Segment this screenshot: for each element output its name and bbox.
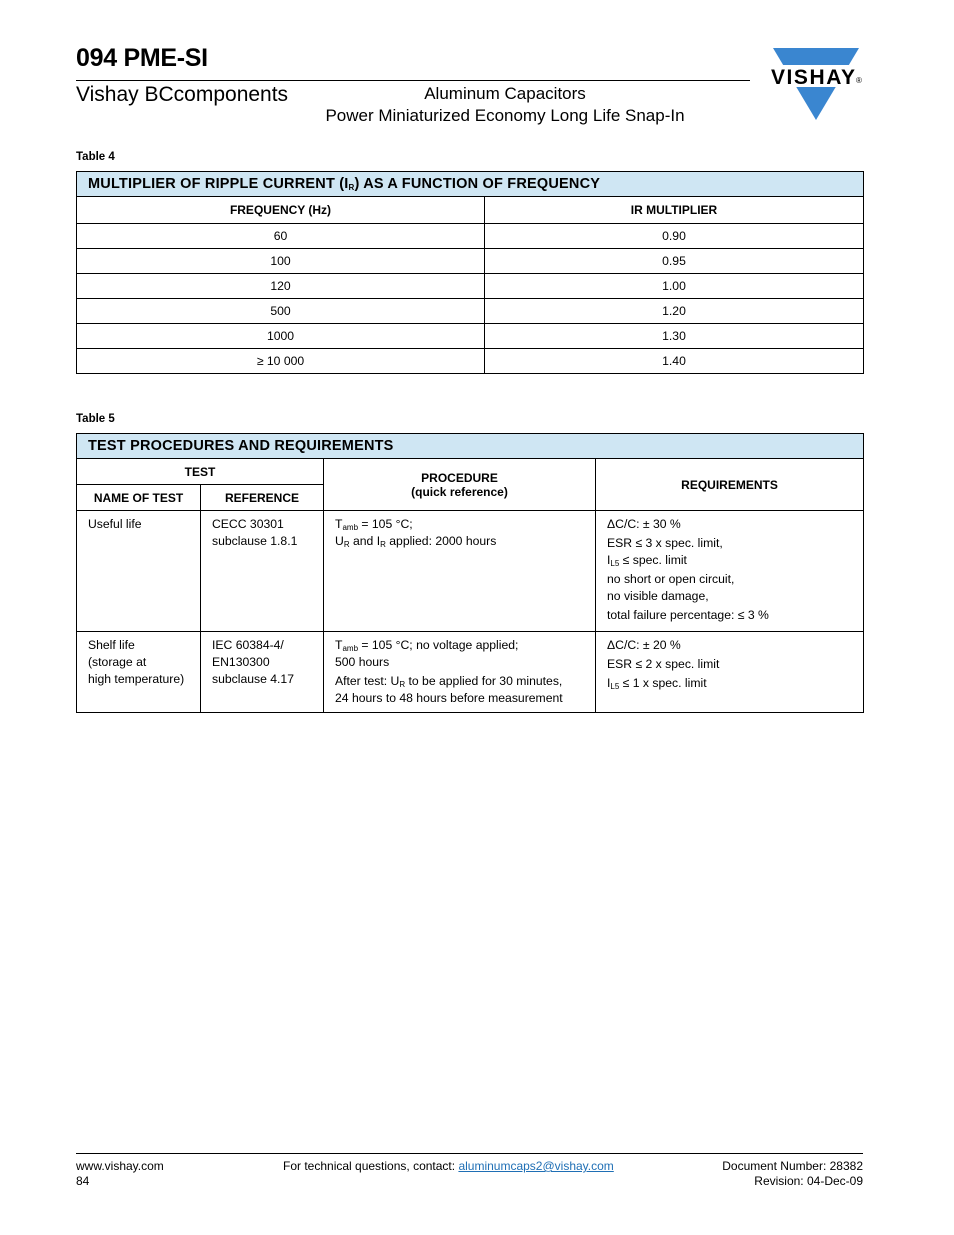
document-number: Document Number: 28382	[722, 1159, 863, 1173]
vishay-logo	[768, 46, 864, 122]
frequency-cell: ≥ 10 000	[77, 349, 485, 374]
test-name-cell: Useful life	[77, 511, 201, 632]
brand-name: Vishay BCcomponents	[76, 83, 289, 106]
contact-email-link[interactable]: aluminumcaps2@vishay.com	[458, 1159, 614, 1173]
procedure-cell: $T_{amb} = 105$ °C; no voltage applied; 500 hours After test: $U_R$ to be applied for 30 minutes, 24 hours to 48 hours before measurement	[324, 632, 596, 713]
logo-text: VISHAY	[771, 66, 855, 89]
multiplier-cell: 1.00	[485, 274, 864, 299]
test-name-cell: Shelf life (storage at high temperature)	[77, 632, 201, 713]
contact-label: For technical questions, contact:	[283, 1159, 459, 1173]
requirements-cell: ΔC/C: ± 20 % ESR ≤ 2 x spec. limit $I_{L5} \le 1$ x spec. limit	[596, 632, 864, 713]
col-header-requirements: REQUIREMENTS	[596, 459, 864, 511]
test-procedures-table	[76, 433, 864, 713]
table-row	[77, 299, 864, 324]
multiplier-cell: 0.95	[485, 249, 864, 274]
table-row	[77, 632, 864, 713]
frequency-cell: 60	[77, 224, 485, 249]
procedure-cell: $T_{amb} = 105$ °C; $U_R$ and $I_R$ applied: 2000 hours	[324, 511, 596, 632]
frequency-cell: 500	[77, 299, 485, 324]
col-header-test: TEST	[77, 459, 324, 485]
requirements-cell: ΔC/C: ± 30 % ESR ≤ 3 x spec. limit, $I_{L5}$ ≤ spec. limit no short or open circuit, no visible damage, total failure percentage: ≤ 3 %	[596, 511, 864, 632]
website-link[interactable]: www.vishay.com	[76, 1159, 164, 1173]
header-divider	[76, 80, 750, 81]
table4-caption: Table 4	[76, 151, 115, 163]
page-title: 094 PME-SI	[76, 44, 208, 72]
table5-title: TEST PROCEDURES AND REQUIREMENTS	[77, 434, 864, 459]
logo-registered-mark: ®	[856, 76, 862, 85]
col-header-ir-multiplier: IR MULTIPLIER	[485, 197, 864, 224]
table-row	[77, 349, 864, 374]
frequency-cell: 100	[77, 249, 485, 274]
ripple-multiplier-table	[76, 171, 864, 374]
subtitle-line-2: Power Miniaturized Economy Long Life Snap-In	[325, 106, 685, 125]
multiplier-cell: 1.30	[485, 324, 864, 349]
multiplier-cell: 1.20	[485, 299, 864, 324]
frequency-cell: 1000	[77, 324, 485, 349]
table-row	[77, 511, 864, 632]
table-row	[77, 274, 864, 299]
table-row	[77, 249, 864, 274]
col-header-procedure: PROCEDURE (quick reference)	[324, 459, 596, 511]
multiplier-cell: 0.90	[485, 224, 864, 249]
table4-title: MULTIPLIER OF RIPPLE CURRENT $(I_R)$ AS A FUNCTION OF FREQUENCY	[77, 172, 864, 197]
frequency-cell: 120	[77, 274, 485, 299]
reference-cell: IEC 60384-4/ EN130300 subclause 4.17	[201, 632, 324, 713]
revision-date: Revision: 04-Dec-09	[754, 1174, 863, 1188]
table-row	[77, 224, 864, 249]
footer-left	[76, 1159, 164, 1189]
multiplier-cell: 1.40	[485, 349, 864, 374]
table-row	[77, 324, 864, 349]
table5-caption: Table 5	[76, 413, 115, 425]
col-header-name-of-test: NAME OF TEST	[77, 485, 201, 511]
reference-cell: CECC 30301 subclause 1.8.1	[201, 511, 324, 632]
col-header-reference: REFERENCE	[201, 485, 324, 511]
footer-right	[722, 1159, 863, 1189]
col-header-frequency: FREQUENCY (Hz)	[77, 197, 485, 224]
subtitle-line-1: Aluminum Capacitors	[424, 84, 586, 103]
footer-contact	[283, 1159, 614, 1174]
document-subtitle	[300, 83, 710, 127]
footer-divider	[76, 1153, 863, 1154]
page-number: 84	[76, 1174, 90, 1188]
